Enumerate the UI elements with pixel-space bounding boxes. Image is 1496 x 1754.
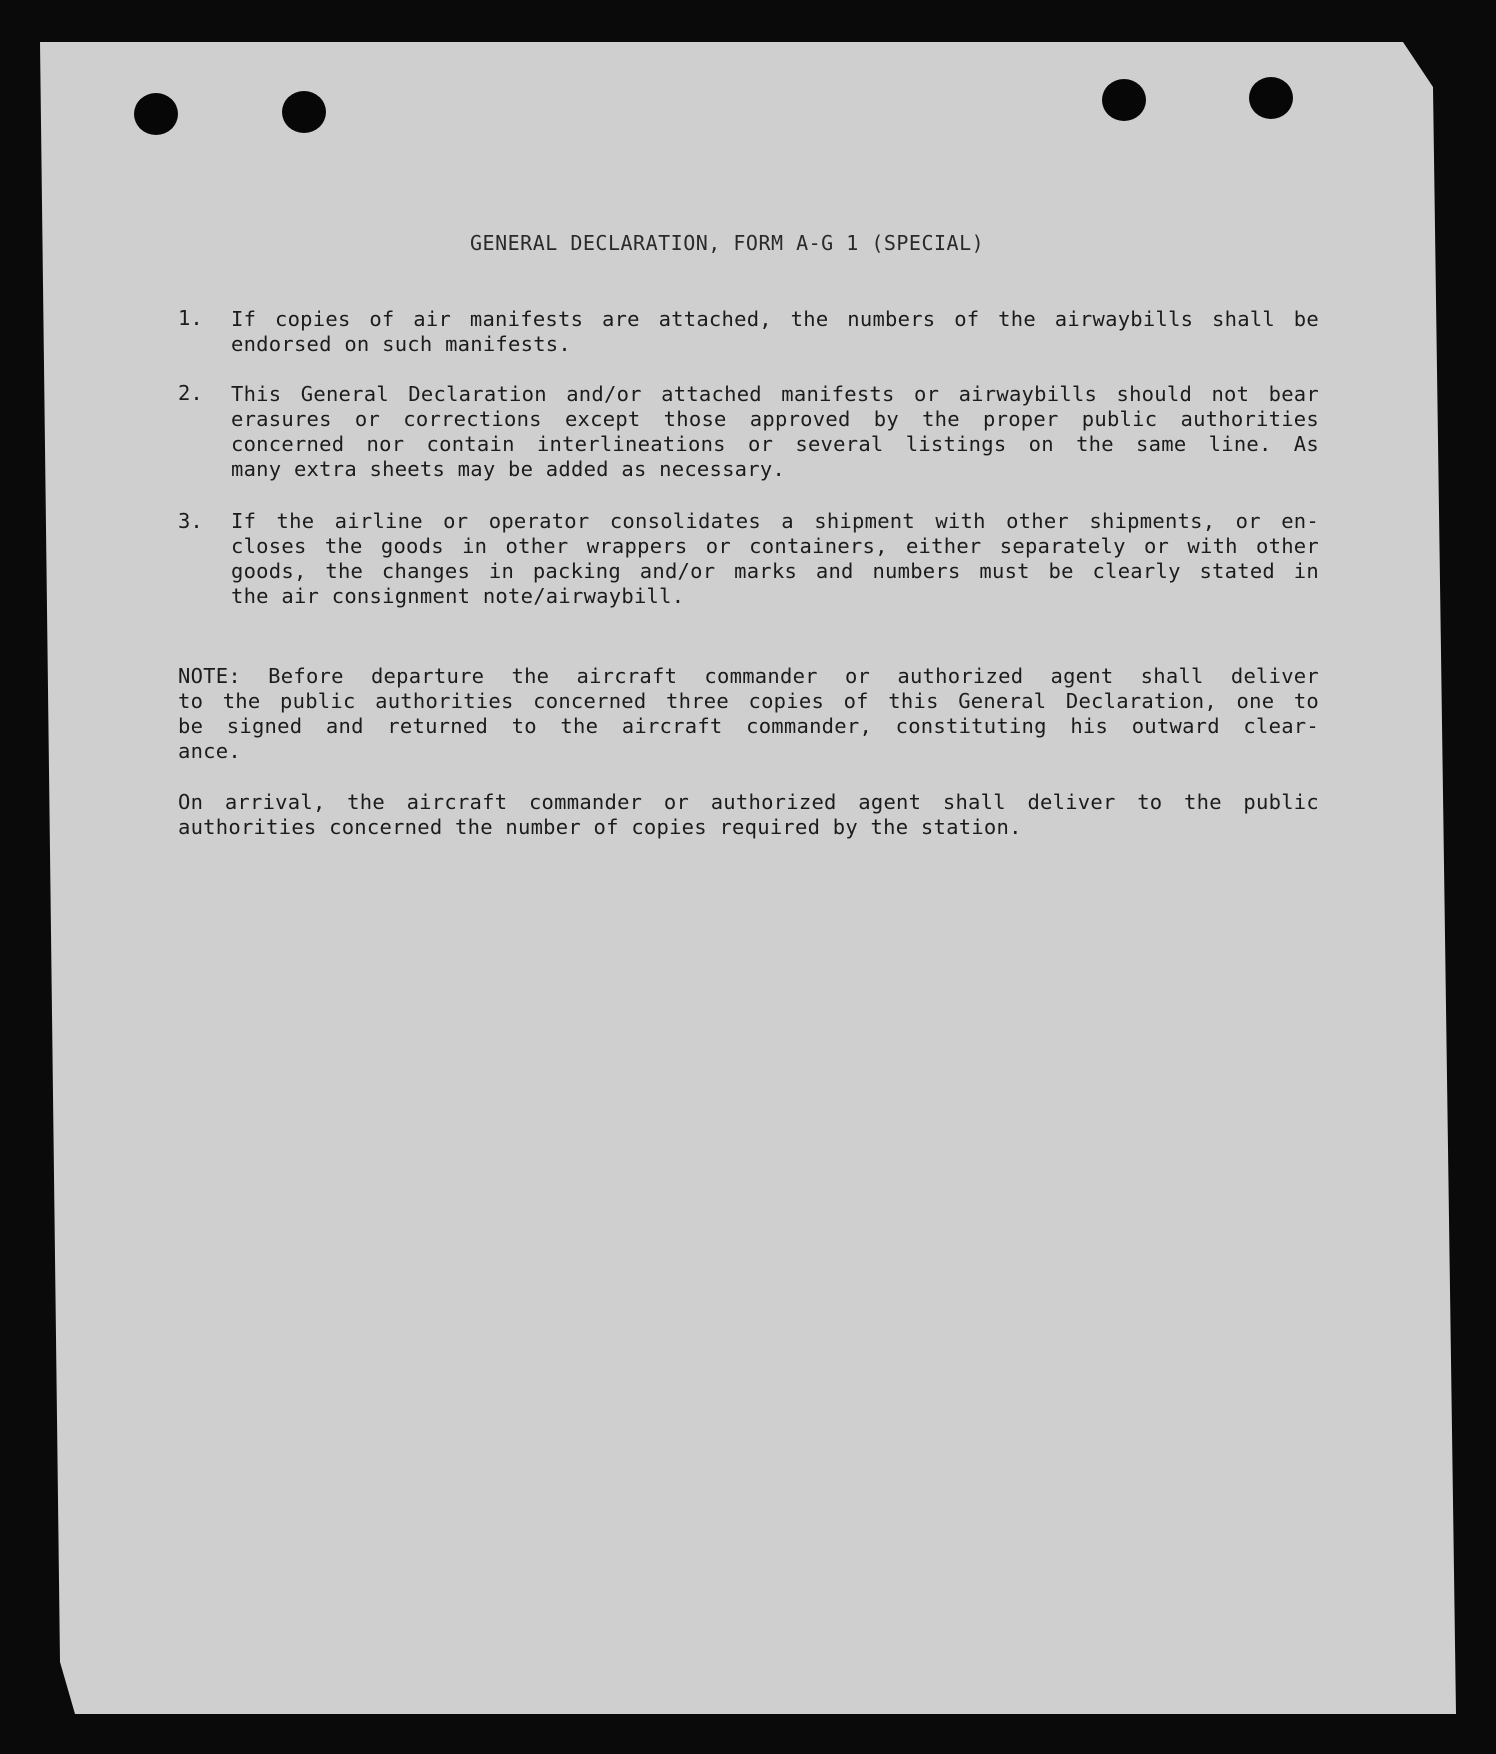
item-line: endorsed on such manifests. [231, 332, 571, 356]
arrival-paragraph [178, 790, 1319, 840]
note-paragraph [178, 664, 1319, 764]
item-line: goods, the changes in packing and/or marks and numbers must be clearly stated in [231, 559, 1319, 583]
item-line: many extra sheets may be added as necessary. [231, 457, 786, 481]
punch-hole-1 [134, 93, 178, 135]
list-item [231, 307, 1319, 357]
punch-hole-2 [282, 91, 326, 133]
paper-sheet [40, 42, 1456, 1714]
item-line: If copies of air manifests are attached, the numbers of the airwaybills shall be [231, 307, 1319, 331]
item-line: If the airline or operator consolidates a shipment with other shipments, or en- [231, 509, 1319, 533]
item-line: closes the goods in other wrappers or containers, either separately or with other [231, 534, 1319, 558]
item-number: 1. [178, 306, 203, 330]
list-item [231, 382, 1319, 482]
item-line: concerned nor contain interlineations or several listings on the same line. As [231, 432, 1319, 456]
note-line: to the public authorities concerned three copies of this General Declaration, one to [178, 689, 1319, 713]
item-number: 2. [178, 381, 203, 405]
note-line: ance. [178, 739, 241, 763]
item-line: This General Declaration and/or attached manifests or airwaybills should not bear [231, 382, 1319, 406]
note-line: NOTE: Before departure the aircraft commander or authorized agent shall deliver [178, 664, 1319, 688]
note-line: be signed and returned to the aircraft commander, constituting his outward clear- [178, 714, 1319, 738]
punch-hole-4 [1249, 77, 1293, 119]
arrival-line: On arrival, the aircraft commander or authorized agent shall deliver to the public [178, 790, 1319, 814]
list-item [231, 509, 1319, 609]
item-line: the air consignment note/airwaybill. [231, 584, 685, 608]
item-line: erasures or corrections except those approved by the proper public authorities [231, 407, 1319, 431]
arrival-line: authorities concerned the number of copies required by the station. [178, 815, 1022, 839]
item-number: 3. [178, 509, 203, 533]
punch-hole-3 [1102, 79, 1146, 121]
document-title: GENERAL DECLARATION, FORM A-G 1 (SPECIAL) [470, 231, 985, 255]
